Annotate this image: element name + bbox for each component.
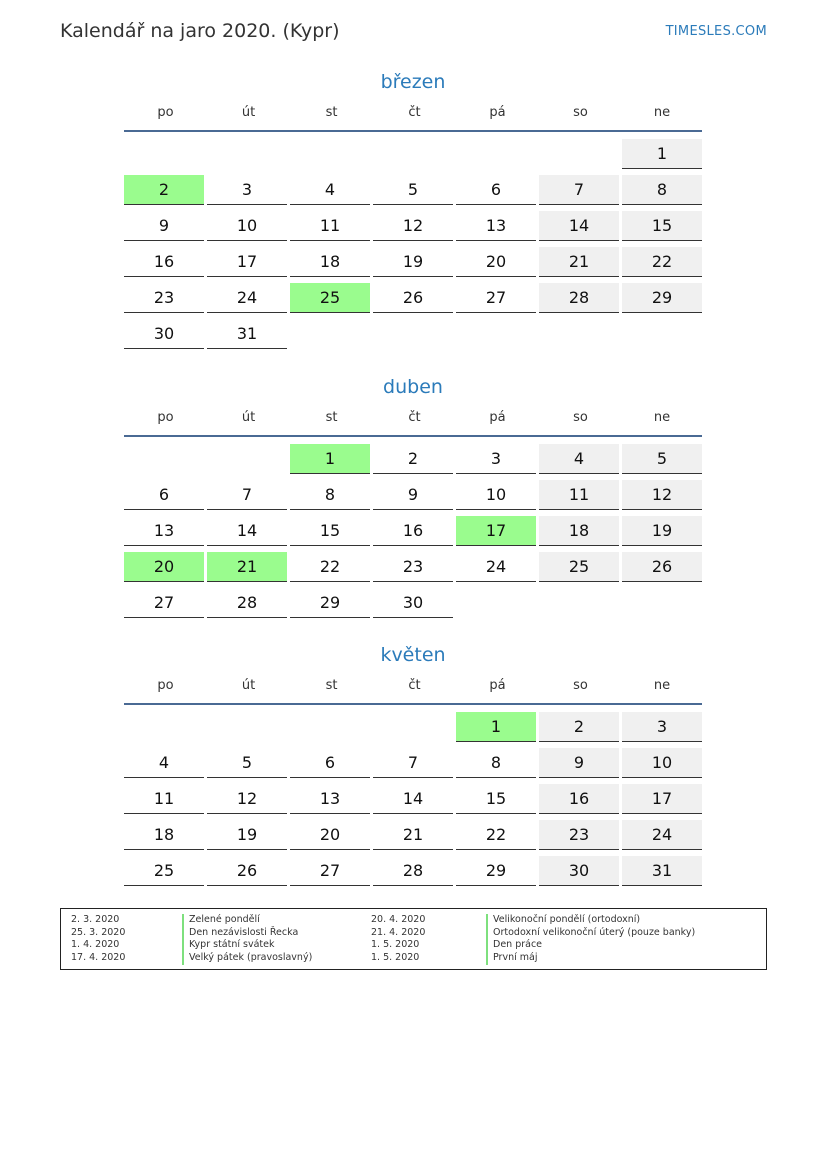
empty-cell: [124, 709, 204, 745]
day-cell: 26: [373, 283, 453, 313]
empty-cell: [290, 136, 370, 172]
day-cell: 25: [124, 856, 204, 886]
weekday-label: so: [573, 678, 588, 693]
empty-cell: [207, 136, 287, 172]
weekday-label: po: [157, 410, 174, 425]
day-cell: 19: [207, 820, 287, 850]
day-cell: 26: [207, 856, 287, 886]
legend-holiday-name: Den práce: [486, 939, 695, 952]
day-grid: [124, 709, 702, 889]
day-cell: 5: [622, 444, 702, 474]
weekday-label: út: [241, 678, 256, 693]
day-cell: 2: [124, 175, 204, 205]
day-cell: 24: [456, 552, 536, 582]
day-cell: 4: [539, 444, 619, 474]
day-cell: 9: [539, 748, 619, 778]
day-cell: 14: [539, 211, 619, 241]
day-cell: 2: [539, 712, 619, 742]
weekday-label: čt: [408, 678, 421, 693]
weekday-label: pá: [489, 410, 506, 425]
day-cell: 22: [622, 247, 702, 277]
weekday-label: st: [325, 105, 338, 120]
day-cell: 14: [207, 516, 287, 546]
day-cell: 30: [124, 319, 204, 349]
day-cell: 16: [373, 516, 453, 546]
day-cell: 18: [124, 820, 204, 850]
weekday-label: pá: [489, 678, 506, 693]
weekday-label: st: [325, 410, 338, 425]
day-cell: 15: [456, 784, 536, 814]
day-cell: 29: [456, 856, 536, 886]
legend-right-names: [486, 914, 695, 965]
weekday-label: ne: [653, 105, 671, 120]
day-cell: 21: [373, 820, 453, 850]
holiday-legend: [60, 908, 767, 970]
day-cell: 2: [373, 444, 453, 474]
day-cell: 11: [290, 211, 370, 241]
day-cell: 3: [456, 444, 536, 474]
empty-cell: [456, 136, 536, 172]
empty-cell: [373, 136, 453, 172]
day-cell: 6: [456, 175, 536, 205]
day-cell: 6: [124, 480, 204, 510]
day-cell: 11: [539, 480, 619, 510]
weekday-label: ne: [653, 410, 671, 425]
weekday-label: čt: [408, 105, 421, 120]
day-cell: 21: [207, 552, 287, 582]
day-cell: 22: [456, 820, 536, 850]
day-cell: 1: [456, 712, 536, 742]
day-cell: 7: [373, 748, 453, 778]
day-cell: 20: [290, 820, 370, 850]
legend-date: 1. 4. 2020: [71, 939, 120, 951]
day-cell: 29: [622, 283, 702, 313]
month-3: [124, 641, 702, 889]
day-cell: 19: [622, 516, 702, 546]
empty-cell: [124, 136, 204, 172]
legend-holiday-name: Velký pátek (pravoslavný): [182, 952, 312, 965]
day-cell: 4: [290, 175, 370, 205]
day-cell: 9: [124, 211, 204, 241]
legend-holiday-name: Ortodoxní velikonoční úterý (pouze banky): [486, 927, 695, 940]
month-1: [124, 68, 702, 352]
weekday-label: pá: [489, 105, 506, 120]
day-cell: 27: [290, 856, 370, 886]
legend-date: 1. 5. 2020: [371, 939, 420, 951]
empty-cell: [373, 709, 453, 745]
weekday-label: ne: [653, 678, 671, 693]
day-cell: 12: [373, 211, 453, 241]
day-cell: 16: [124, 247, 204, 277]
day-cell: 7: [539, 175, 619, 205]
day-cell: 17: [207, 247, 287, 277]
day-cell: 28: [539, 283, 619, 313]
day-cell: 1: [290, 444, 370, 474]
empty-cell: [207, 441, 287, 477]
day-cell: 5: [373, 175, 453, 205]
day-cell: 30: [373, 588, 453, 618]
empty-cell: [124, 441, 204, 477]
day-cell: 18: [539, 516, 619, 546]
weekday-label: út: [241, 105, 256, 120]
weekday-label: po: [157, 678, 174, 693]
month-title: květen: [380, 644, 446, 666]
day-cell: 7: [207, 480, 287, 510]
legend-date: 17. 4. 2020: [71, 952, 126, 964]
day-cell: 8: [622, 175, 702, 205]
legend-holiday-name: První máj: [486, 952, 695, 965]
legend-date: 21. 4. 2020: [371, 926, 426, 938]
weekday-label: čt: [408, 410, 421, 425]
day-cell: 9: [373, 480, 453, 510]
day-cell: 13: [124, 516, 204, 546]
day-cell: 24: [622, 820, 702, 850]
page-title: Kalendář na jaro 2020. (Kypr): [60, 20, 340, 42]
day-cell: 23: [373, 552, 453, 582]
day-cell: 15: [290, 516, 370, 546]
legend-left-names: [182, 914, 312, 965]
empty-cell: [290, 709, 370, 745]
day-cell: 31: [207, 319, 287, 349]
day-cell: 4: [124, 748, 204, 778]
day-cell: 31: [622, 856, 702, 886]
day-cell: 29: [290, 588, 370, 618]
day-cell: 22: [290, 552, 370, 582]
day-cell: 27: [124, 588, 204, 618]
day-cell: 10: [622, 748, 702, 778]
day-cell: 24: [207, 283, 287, 313]
day-cell: 28: [373, 856, 453, 886]
day-cell: 23: [124, 283, 204, 313]
weekday-label: so: [573, 105, 588, 120]
month-title: březen: [380, 71, 446, 93]
month-2: [124, 373, 702, 621]
weekday-label: út: [241, 410, 256, 425]
day-cell: 23: [539, 820, 619, 850]
legend-right-dates: [371, 914, 425, 965]
day-cell: 17: [622, 784, 702, 814]
day-cell: 8: [456, 748, 536, 778]
day-cell: 11: [124, 784, 204, 814]
day-cell: 27: [456, 283, 536, 313]
day-cell: 28: [207, 588, 287, 618]
day-cell: 16: [539, 784, 619, 814]
month-title: duben: [383, 376, 443, 398]
day-cell: 8: [290, 480, 370, 510]
legend-left-dates: [71, 914, 125, 965]
day-cell: 15: [622, 211, 702, 241]
day-cell: 3: [622, 712, 702, 742]
day-cell: 3: [207, 175, 287, 205]
legend-date: 20. 4. 2020: [371, 914, 426, 925]
brand-logo[interactable]: TIMESLES.COM: [665, 24, 767, 39]
day-cell: 20: [456, 247, 536, 277]
empty-cell: [539, 136, 619, 172]
day-cell: 26: [622, 552, 702, 582]
legend-date: 2. 3. 2020: [71, 914, 120, 925]
legend-holiday-name: Den nezávislosti Řecka: [182, 927, 312, 940]
day-cell: 25: [290, 283, 370, 313]
legend-holiday-name: Kypr státní svátek: [182, 939, 312, 952]
day-cell: 12: [207, 784, 287, 814]
weekday-label: po: [157, 105, 174, 120]
legend-date: 1. 5. 2020: [371, 952, 420, 964]
legend-holiday-name: Velikonoční pondělí (ortodoxní): [486, 914, 695, 927]
weekday-header: [124, 409, 702, 437]
day-cell: 6: [290, 748, 370, 778]
day-cell: 5: [207, 748, 287, 778]
day-grid: [124, 136, 702, 352]
day-cell: 1: [622, 139, 702, 169]
day-cell: 21: [539, 247, 619, 277]
day-cell: 10: [456, 480, 536, 510]
weekday-header: [124, 677, 702, 705]
day-cell: 17: [456, 516, 536, 546]
day-cell: 13: [290, 784, 370, 814]
day-cell: 18: [290, 247, 370, 277]
day-cell: 12: [622, 480, 702, 510]
legend-holiday-name: Zelené pondělí: [182, 914, 312, 927]
empty-cell: [207, 709, 287, 745]
weekday-label: st: [325, 678, 338, 693]
day-cell: 25: [539, 552, 619, 582]
legend-date: 25. 3. 2020: [71, 926, 126, 938]
day-cell: 13: [456, 211, 536, 241]
day-cell: 14: [373, 784, 453, 814]
weekday-label: so: [573, 410, 588, 425]
day-cell: 19: [373, 247, 453, 277]
day-grid: [124, 441, 702, 621]
day-cell: 20: [124, 552, 204, 582]
weekday-header: [124, 104, 702, 132]
day-cell: 30: [539, 856, 619, 886]
day-cell: 10: [207, 211, 287, 241]
